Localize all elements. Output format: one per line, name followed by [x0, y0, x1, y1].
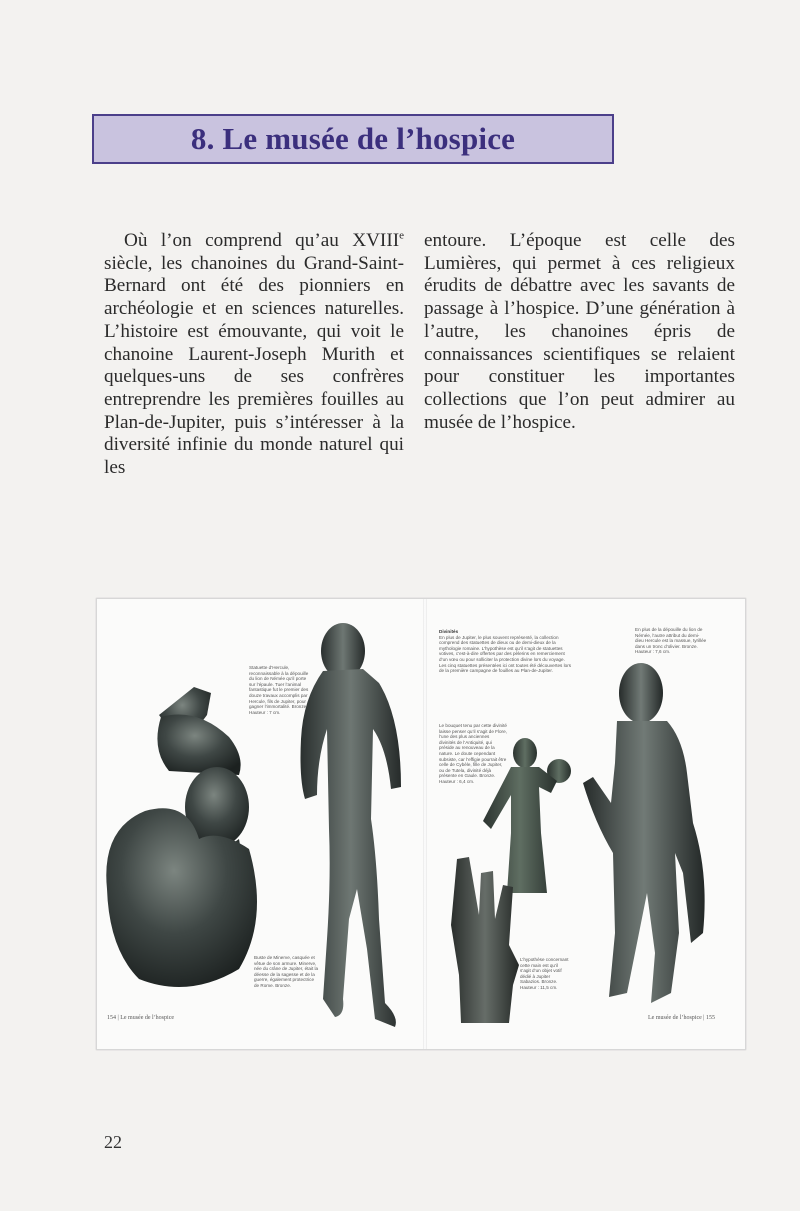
page-number: 22 — [104, 1132, 122, 1152]
paragraph-left-rest: siècle, les chanoines du Grand-Saint-Bernard ont été des pionniers en archéologie et en sciences naturelles. L’histoire est émouvante, qui voit le chanoine Laurent-Joseph Murith et quelques-uns de ses confrères entreprendre les premières fouilles au Plan-de-Jupiter, puis s’intéresser à la diversité infinie du monde naturel qui les — [104, 252, 404, 479]
century-superscript: e — [399, 229, 404, 242]
caption-nemesis-meta: Bronze. Hauteur : 7,6 cm. — [635, 643, 698, 655]
divinites-heading: Divinités — [439, 629, 459, 634]
votive-hand-image — [447, 855, 525, 1027]
caption-nemesis — [635, 627, 707, 655]
caption-hercules-meta: Bronze. Hauteur : 7 cm. — [249, 704, 308, 715]
caption-hercules-text: Statuette d’Hercule, reconnaissable à la dépouille du lion de Némée qu’il porte sur l’épaule. Tuer l’animal fantastique fut le premier des douze travaux accomplis par Hercule, fils de Jupiter, pour gagner l’immortalité. — [249, 665, 309, 710]
body-column-right — [424, 230, 735, 434]
hercules-youth-statuette-image — [579, 653, 719, 1013]
caption-flore-meta: Bronze. Hauteur : 6,4 cm. — [439, 773, 496, 784]
spread-folio-right: Le musée de l’hospice | 155 — [647, 1015, 715, 1021]
minerva-bust-image — [99, 679, 269, 1009]
caption-main-meta: Bronze. Hauteur : 11,5 cm. — [520, 979, 558, 990]
paragraph-left-start: Où l’on comprend qu’au XVIII — [124, 230, 400, 251]
paragraph-right: entoure. L’époque est celle des Lumières, qui permet à ces religieux érudits de débattre avec les savants de passage à l’hospice. D’une génération à l’autre, les chanoines épris de connaissances scientifiques se relaient pour constituer les importantes collections que l’on peut admirer au musée de l’hospice. — [424, 230, 735, 433]
spread-folio-left: 154 | Le musée de l’hospice — [107, 1015, 175, 1021]
caption-hercules — [249, 665, 311, 715]
chapter-title: 8. Le musée de l’hospice — [190, 121, 516, 156]
divinites-paragraph: En plus de Jupiter, le plus souvent représenté, la collection comprend des statuettes de dieux ou de demi-dieux de la mythologie romaine. L’hypothèse est qu’il s’agit de statuettes votives, c’est-à-dire offertes par des pèlerins en remerciement d’un vœu ou pour solliciter la protection divine lors du voyage. Les cinq statuettes présentées ici ont toutes été découvertes lors de la première campagne de fouilles au Plan-de-Jupiter. — [439, 634, 572, 674]
chapter-title-box — [92, 114, 614, 164]
caption-main — [520, 957, 570, 991]
caption-nemesis-text: En plus de la dépouille du lion de Némée, l’autre attribut du demi-dieu Hercule est la massue, tyrillée dans un tronc d’olivier. — [635, 627, 707, 649]
body-column-left — [104, 230, 404, 480]
caption-main-text: L’hypothèse concernant cette main est qu’il s’agit d’un objet votif dédié à Jupiter Sabazios. — [520, 957, 569, 985]
caption-minerve: Buste de Minerve, casquée et vêtue de son armure. Minerve, née du crâne de Jupiter, était la déesse de la sagesse et de la guerre, également protectrice de Rome. Bronze. — [254, 955, 319, 988]
book-gutter — [423, 599, 427, 1049]
caption-flore-text: Le bouquet tenu par cette divinité laisse penser qu’il s’agit de Flore, l’une des plus anciennes divinités de l’Antiquité, qui préside au renouveau de la nature. Le doute cependant subsiste, car l’effigie pourrait être celle de Cybèle, fille de Jupiter, ou de Tutela, divinité déjà présente en Gaule. — [439, 723, 507, 779]
museum-book-spread-photo — [96, 598, 746, 1050]
paragraph-left — [104, 230, 404, 480]
divinites-text-block — [439, 629, 573, 674]
